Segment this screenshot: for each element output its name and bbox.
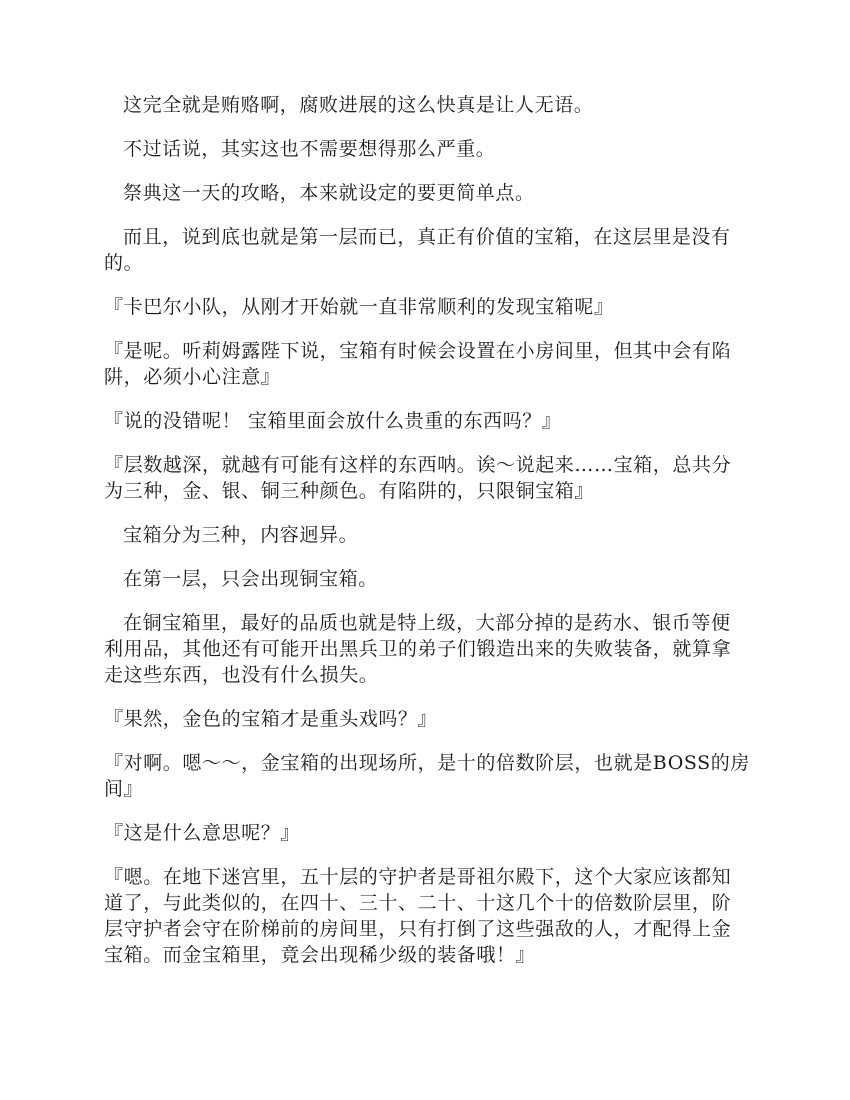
paragraph: 祭典这一天的攻略，本来就设定的要更简单点。 <box>123 182 535 204</box>
dialogue-line: 『说的没错呢！ 宝箱里面会放什么贵重的东西吗？』 <box>104 410 562 432</box>
paragraph: 而且，说到底也就是第一层而已，真正有价值的宝箱，在这层里是没有的。 <box>104 226 731 274</box>
paragraph: 在铜宝箱里，最好的品质也就是特上级，大部分掉的是药水、银币等便利用品，其他还有可能开出黑兵卫的弟子们锻造出来的失败装备，就算拿走这些东西，也没有什么损失。 <box>104 612 732 686</box>
paragraph: 宝箱分为三种，内容迥异。 <box>123 524 359 546</box>
paragraph: 不过话说，其实这也不需要想得那么严重。 <box>123 138 496 160</box>
dialogue-line: 『卡巴尔小队，从刚才开始就一直非常顺利的发现宝箱呢』 <box>104 296 614 318</box>
dialogue-line: 『嗯。在地下迷宫里，五十层的守护者是哥祖尔殿下，这个大家应该都知道了，与此类似的，在四十、三十、二十、十这几个十的倍数阶层里，阶层守护者会守在阶梯前的房间里，只有打倒了这些强敌的人，才配得上金宝箱。而金宝箱里，竟会出现稀少级的装备哦！』 <box>104 866 732 966</box>
dialogue-line: 『果然，金色的宝箱才是重头戏吗？』 <box>104 708 438 730</box>
dialogue-line: 『对啊。嗯～～，金宝箱的出现场所，是十的倍数阶层，也就是BOSS的房间』 <box>104 752 750 800</box>
document-page <box>104 92 750 986</box>
dialogue-line: 『是呢。听莉姆露陛下说，宝箱有时候会设置在小房间里，但其中会有陷阱，必须小心注意』 <box>104 340 732 388</box>
paragraph: 在第一层，只会出现铜宝箱。 <box>123 568 378 590</box>
dialogue-line: 『这是什么意思呢？』 <box>104 822 301 844</box>
paragraph: 这完全就是贿赂啊，腐败进展的这么快真是让人无语。 <box>123 94 594 116</box>
dialogue-line: 『层数越深，就越有可能有这样的东西呐。诶～说起来……宝箱，总共分为三种，金、银、铜三种颜色。有陷阱的，只限铜宝箱』 <box>104 454 732 502</box>
